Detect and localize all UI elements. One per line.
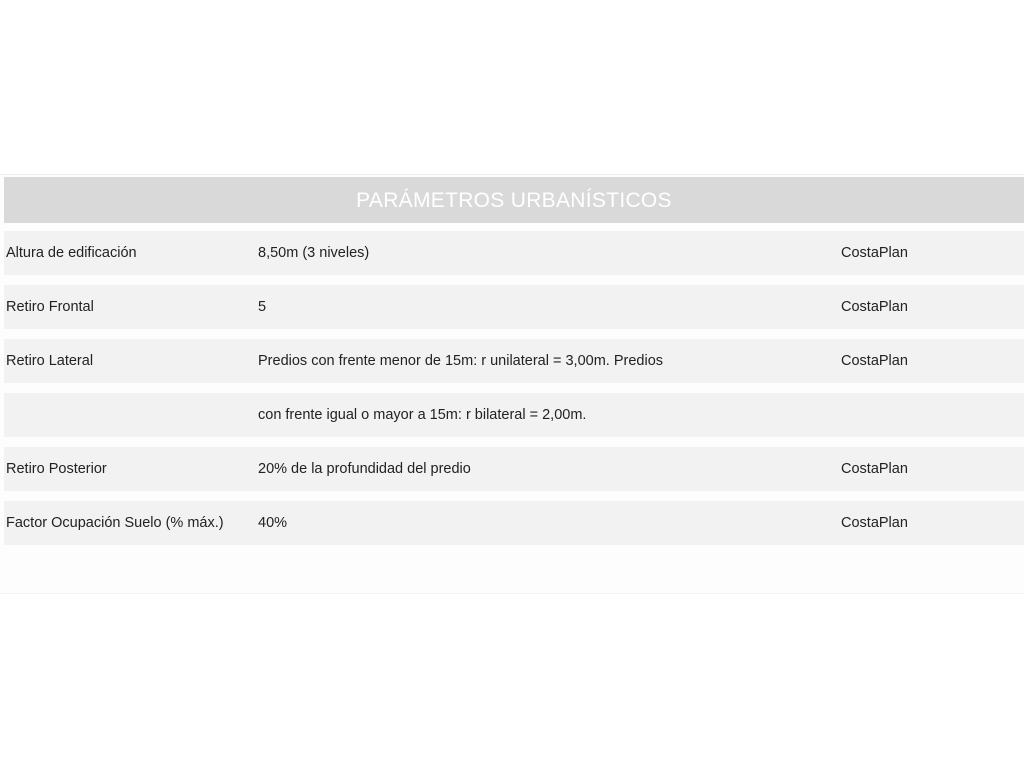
row-label: Retiro Posterior bbox=[6, 461, 107, 477]
row-value: 20% de la profundidad del predio bbox=[258, 461, 471, 477]
table-row bbox=[4, 447, 1024, 491]
row-label: Retiro Frontal bbox=[6, 299, 94, 315]
urban-parameters-table bbox=[0, 174, 1024, 594]
row-label: Altura de edificación bbox=[6, 245, 137, 261]
row-source: CostaPlan bbox=[841, 245, 908, 261]
row-value: Predios con frente menor de 15m: r unilateral = 3,00m. Predios bbox=[258, 353, 664, 369]
table-title: PARÁMETROS URBANÍSTICOS bbox=[356, 189, 672, 212]
table-row bbox=[4, 231, 1024, 275]
row-source: CostaPlan bbox=[841, 461, 908, 477]
table-row bbox=[4, 285, 1024, 329]
row-label: Retiro Lateral bbox=[6, 353, 94, 369]
row-source: CostaPlan bbox=[841, 353, 908, 369]
row-value: 8,50m (3 niveles) bbox=[258, 245, 370, 261]
row-source: CostaPlan bbox=[841, 299, 908, 315]
row-value: 5 bbox=[258, 299, 267, 315]
table-header bbox=[4, 177, 1024, 223]
row-source: CostaPlan bbox=[841, 515, 908, 531]
row-label: Factor Ocupación Suelo (% máx.) bbox=[6, 515, 224, 531]
row-value: con frente igual o mayor a 15m: r bilateral = 2,00m. bbox=[258, 407, 587, 423]
table-row bbox=[4, 393, 1024, 437]
row-value: 40% bbox=[258, 515, 288, 531]
table-row bbox=[4, 339, 1024, 383]
table-row bbox=[4, 501, 1024, 545]
